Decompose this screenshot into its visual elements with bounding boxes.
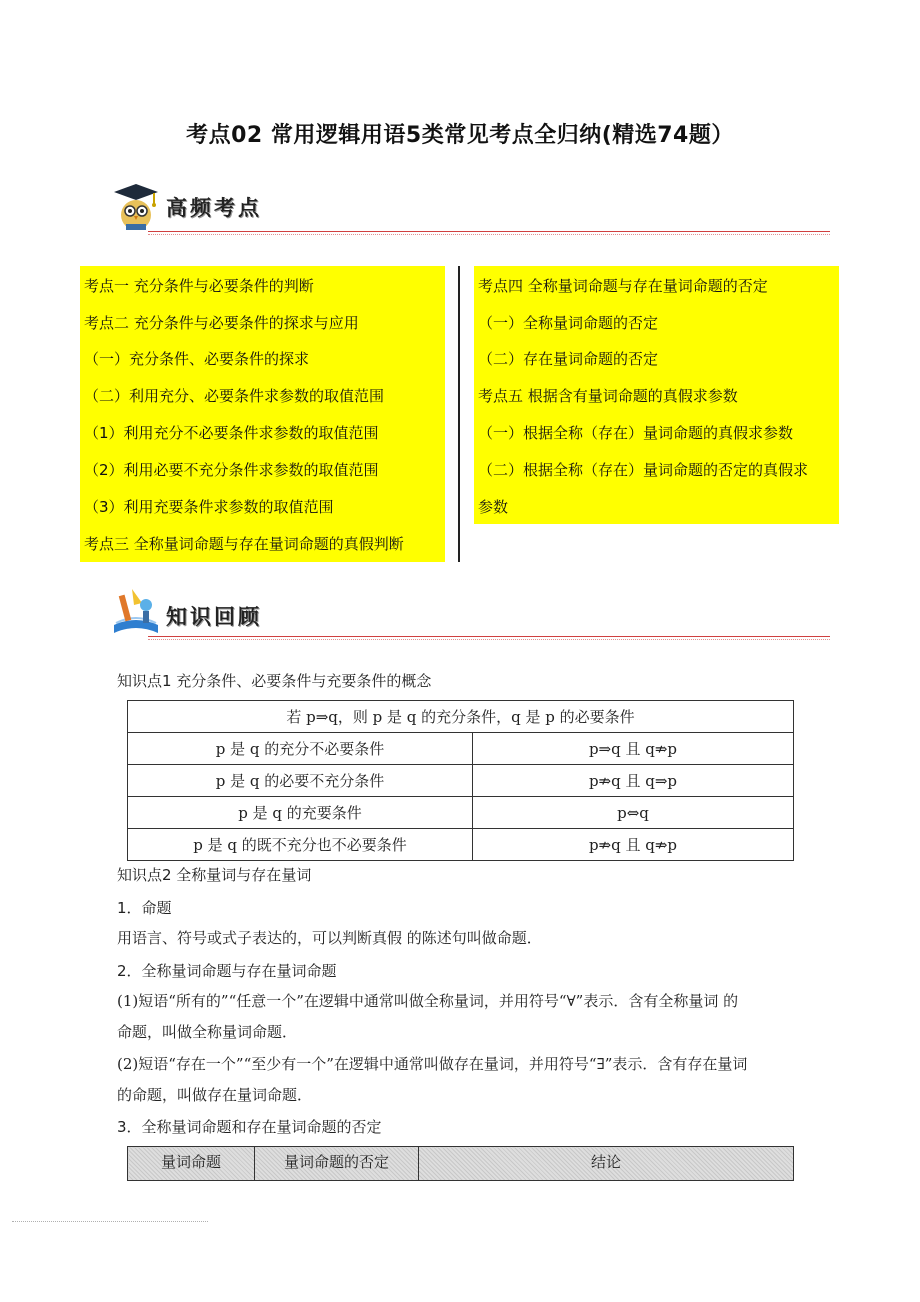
banner-label: 知识回顾 — [166, 605, 262, 629]
kp1-heading: 知识点1 充分条件、必要条件与充要条件的概念 — [117, 672, 432, 690]
footer-dotted-line — [12, 1221, 208, 1222]
concept-table — [127, 700, 794, 861]
table-cell: 若 p⇒q，则 p 是 q 的充分条件，q 是 p 的必要条件 — [128, 701, 794, 733]
banner-rule — [148, 231, 830, 232]
kp2-heading: 知识点2 全称量词与存在量词 — [117, 866, 312, 884]
table-header-text: 量词命题 — [160, 1153, 221, 1171]
topic-list-right — [474, 266, 839, 524]
paragraph: (2)短语“存在一个”“至少有一个”在逻辑中通常叫做存在量词，并用符号“∃”表示．含有存在量词 — [117, 1055, 748, 1073]
paragraph: (1)短语“所有的”“任意一个”在逻辑中通常叫做全称量词，并用符号“∀”表示．含有全称量词 的 — [117, 992, 739, 1010]
table-header-text: 量词命题的否定 — [283, 1153, 389, 1171]
table-cell: p 是 q 的既不充分也不必要条件 — [128, 829, 473, 861]
list-item: （一）全称量词命题的否定 — [478, 314, 659, 332]
section-banner-knowledge-review — [108, 585, 830, 645]
table-row — [128, 1147, 794, 1181]
table-header-cell — [128, 1147, 255, 1181]
table-header-cell — [419, 1147, 794, 1181]
table-header-text: 结论 — [590, 1153, 621, 1171]
section-title: 2．全称量词命题与存在量词命题 — [117, 962, 337, 980]
table-cell: p⇏q 且 q⇒p — [473, 765, 794, 797]
list-item: 考点五 根据含有量词命题的真假求参数 — [478, 387, 738, 405]
list-item: （2）利用必要不充分条件求参数的取值范围 — [84, 461, 379, 479]
table-cell: p⇏q 且 q⇏p — [473, 829, 794, 861]
table-row — [128, 797, 794, 829]
list-item: （一）充分条件、必要条件的探求 — [84, 350, 310, 368]
list-item: 考点四 全称量词命题与存在量词命题的否定 — [478, 277, 768, 295]
table-cell: p 是 q 的充分不必要条件 — [128, 733, 473, 765]
paragraph: 命题，叫做全称量词命题． — [117, 1023, 298, 1041]
table-row — [128, 829, 794, 861]
table-cell: p⇒q 且 q⇏p — [473, 733, 794, 765]
page-title: 考点02 常用逻辑用语5类常见考点全归纳(精选74题） — [186, 123, 734, 148]
table-row — [128, 733, 794, 765]
paragraph: 的命题，叫做存在量词命题． — [117, 1086, 313, 1104]
banner-label: 高频考点 — [166, 196, 262, 220]
topic-list-left — [80, 266, 445, 562]
section-title: 3．全称量词命题和存在量词命题的否定 — [117, 1118, 382, 1136]
section-title: 1．命题 — [117, 899, 172, 917]
negation-table — [127, 1146, 794, 1181]
graduate-owl-icon — [108, 180, 164, 236]
list-item: （二）根据全称（存在）量词命题的否定的真假求 — [478, 461, 809, 479]
section-banner-high-frequency — [108, 180, 830, 240]
table-cell: p 是 q 的必要不充分条件 — [128, 765, 473, 797]
list-item: （一）根据全称（存在）量词命题的真假求参数 — [478, 424, 794, 442]
banner-rule-dotted — [148, 234, 830, 235]
list-item: （二）利用充分、必要条件求参数的取值范围 — [84, 387, 385, 405]
table-row — [128, 765, 794, 797]
list-item: 考点三 全称量词命题与存在量词命题的真假判断 — [84, 535, 404, 553]
list-item: 参数 — [478, 498, 509, 516]
table-row — [128, 701, 794, 733]
table-header-cell — [255, 1147, 419, 1181]
book-pen-icon — [108, 585, 164, 641]
banner-rule — [148, 636, 830, 637]
list-item: （二）存在量词命题的否定 — [478, 350, 659, 368]
banner-rule-dotted — [148, 639, 830, 640]
table-cell: p⇔q — [473, 797, 794, 829]
paragraph: 用语言、符号或式子表达的，可以判断真假 的陈述句叫做命题． — [117, 929, 542, 947]
list-item: （1）利用充分不必要条件求参数的取值范围 — [84, 424, 379, 442]
list-item: 考点一 充分条件与必要条件的判断 — [84, 277, 314, 295]
list-item: 考点二 充分条件与必要条件的探求与应用 — [84, 314, 359, 332]
table-cell: p 是 q 的充要条件 — [128, 797, 473, 829]
column-divider — [458, 266, 460, 562]
list-item: （3）利用充要条件求参数的取值范围 — [84, 498, 334, 516]
